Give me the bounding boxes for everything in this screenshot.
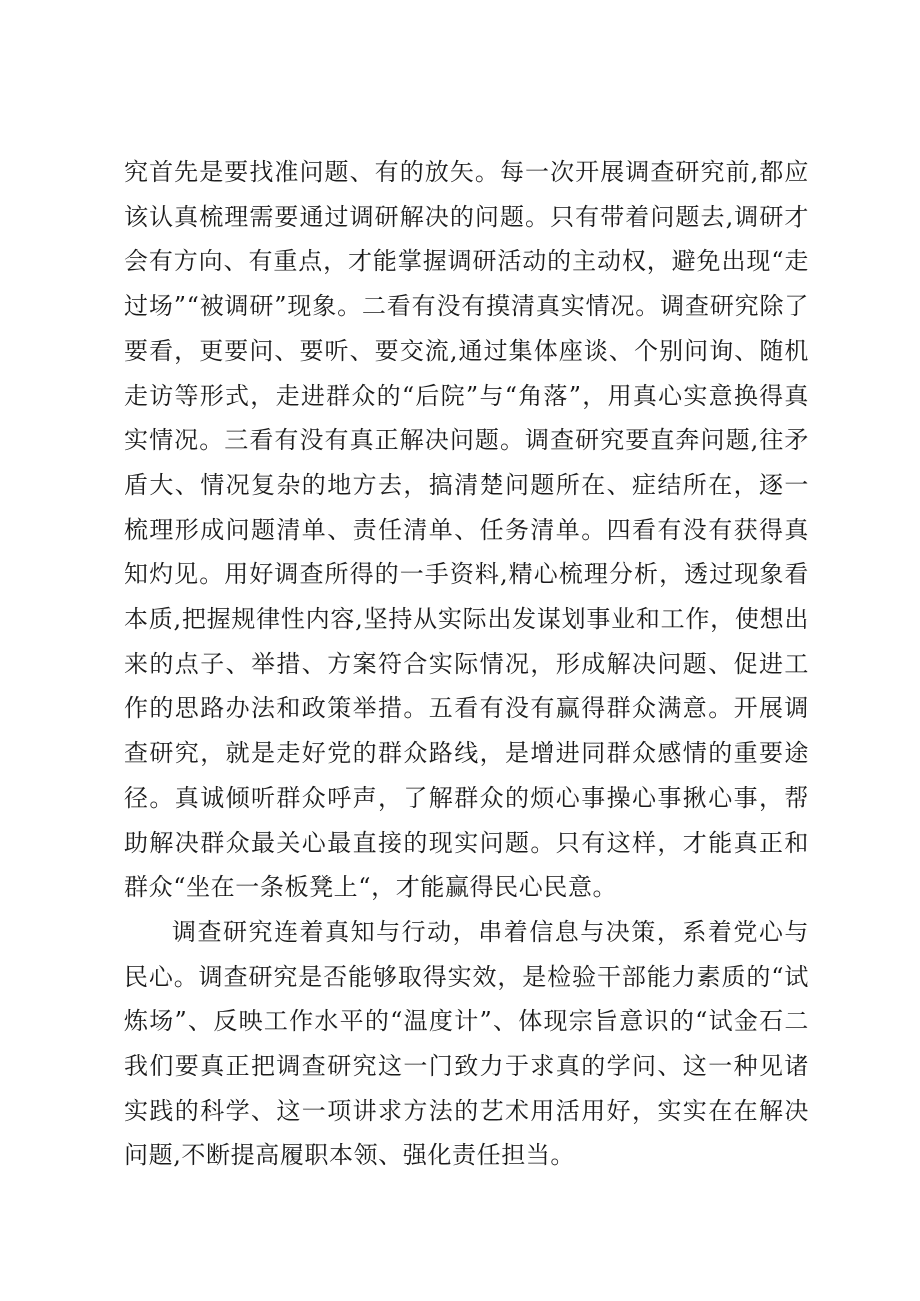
paragraph-conclusion: 调查研究连着真知与行动，串着信息与决策，系着党心与民心。调查研究是否能够取得实效，是检验干部能力素质的“试炼场”、反映工作水平的“温度计”、体现宗旨意识的“试金石二我们要真正把调查研究这一门致力于求真的学问、这一种见诸实践的科学、这一项讲求方法的艺术用活用好，实实在在解决问题,不断提高履职本领、强化责任担当。 [124, 917, 809, 1170]
paragraph-continued: 究首先是要找准问题、有的放矢。每一次开展调查研究前,都应该认真梳理需要通过调研解决的问题。只有带着问题去,调研才会有方向、有重点，才能掌握调研活动的主动权，避免出现“走过场”“被调研”现象。二看有没有摸清真实情况。调查研究除了要看，更要问、要听、要交流,通过集体座谈、个别问询、随机走访等形式，走进群众的“后院”与“角落”，用真心实意换得真实情况。三看有没有真正解决问题。调查研究要直奔问题,往矛盾大、情况复杂的地方去，搞清楚问题所在、症结所在，逐一梳理形成问题清单、责任清单、任务清单。四看有没有获得真知灼见。用好调查所得的一手资料,精心梳理分析，透过现象看本质,把握规律性内容,坚持从实际出发谋划事业和工作，使想出来的点子、举措、方案符合实际情况，形成解决问题、促进工作的思路办法和政策举措。五看有没有赢得群众满意。开展调查研究，就是走好党的群众路线，是增进同群众感情的重要途径。真诚倾听群众呼声，了解群众的烦心事操心事揪心事，帮助解决群众最关心最直接的现实问题。只有这样，才能真正和群众“坐在一条板凳上“，才能赢得民心民意。 [124, 158, 809, 902]
document-body [124, 150, 809, 1178]
